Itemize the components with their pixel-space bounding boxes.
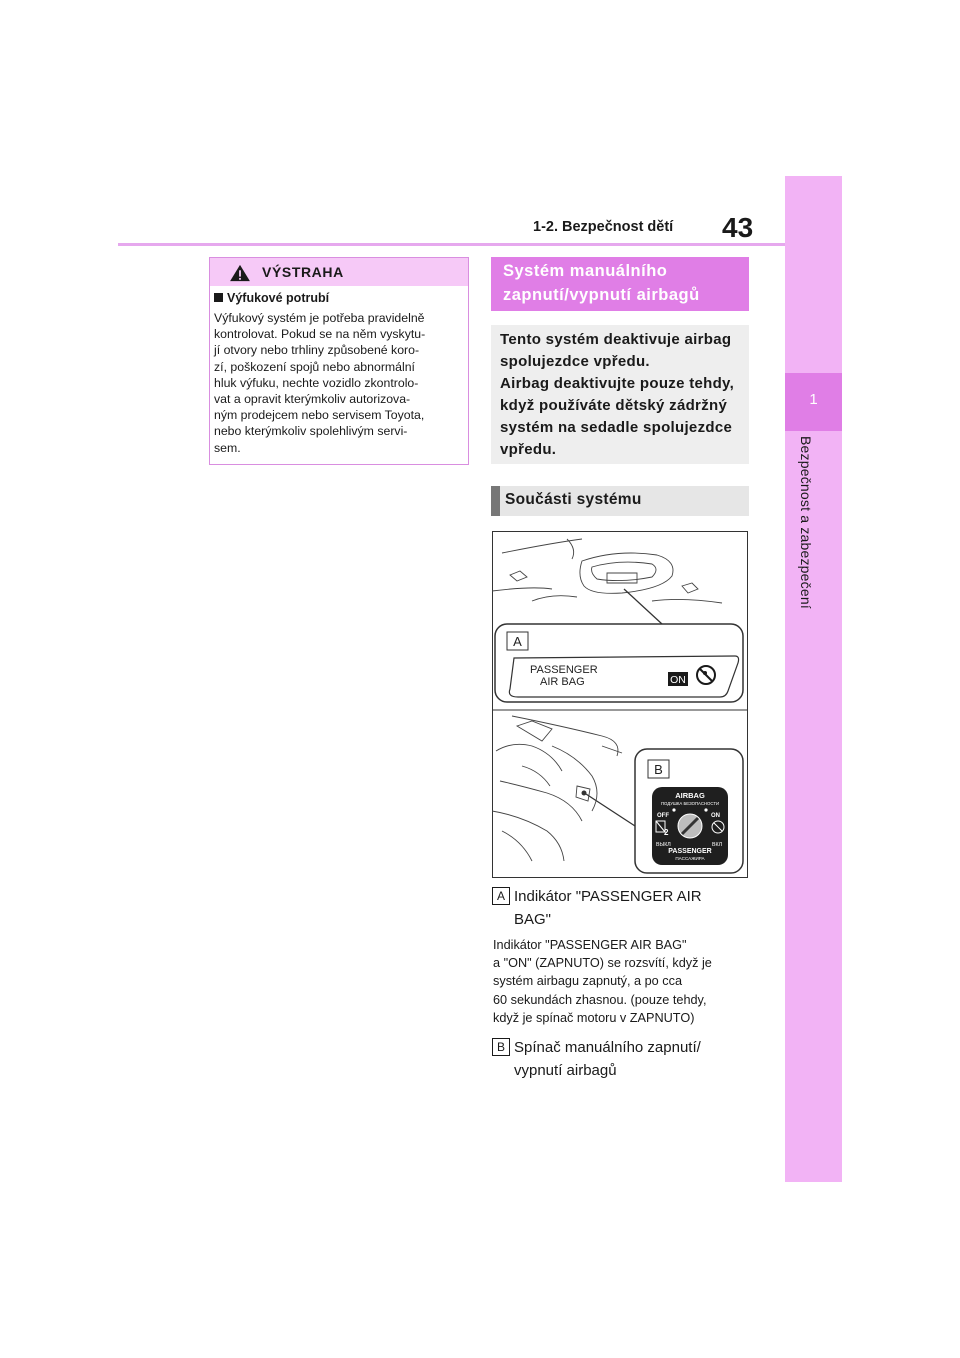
warning-line: ným prodejcem nebo servisem Toyota,: [214, 408, 425, 423]
item-a-desc-line: 60 sekundách zhasnou. (pouze tehdy,: [493, 992, 707, 1007]
indicator-on-lamp: ON: [670, 674, 686, 686]
item-a-label-line: Indikátor "PASSENGER AIR: [514, 888, 702, 905]
switch-label-on-ru: ВКЛ: [712, 842, 723, 848]
chapter-side-tab: [785, 176, 842, 1182]
callout-b-letter: B: [654, 762, 663, 777]
callout-b: B: [492, 1038, 510, 1056]
intro-line: Tento systém deaktivuje airbag: [500, 331, 732, 348]
intro-line: když používáte dětský zádržný: [500, 397, 728, 414]
warning-box: [209, 257, 469, 465]
switch-label-on: ON: [711, 813, 720, 819]
system-heading: [491, 257, 749, 311]
switch-label-off-ru: ВЫКЛ: [656, 842, 671, 848]
warning-subtitle: [214, 291, 329, 305]
warning-triangle-icon: [228, 264, 252, 282]
switch-label-off: OFF: [657, 813, 669, 819]
warning-title: VÝSTRAHA: [262, 264, 344, 280]
callout-a: A: [492, 887, 510, 905]
page-number: 43: [722, 212, 754, 243]
callout-a-letter: A: [513, 634, 522, 649]
item-b-label-line: vypnutí airbagů: [514, 1062, 617, 1079]
warning-header: [210, 258, 468, 286]
section-title: 1-2. Bezpečnost dětí: [533, 219, 674, 235]
indicator-text-airbag: AIR BAG: [540, 676, 585, 688]
switch-label-airbag: AIRBAG: [675, 791, 705, 800]
intro-line: Airbag deaktivujte pouze tehdy,: [500, 375, 735, 392]
chapter-title: Bezpečnost a zabezpečení: [798, 436, 814, 609]
warning-text: [214, 310, 464, 456]
intro-box: [491, 325, 749, 464]
item-a-desc-line: když je spínač motoru v ZAPNUTO): [493, 1010, 695, 1025]
components-heading-text: Součásti systému: [505, 491, 642, 508]
warning-line: Výfukový systém je potřeba pravidelně: [214, 311, 425, 325]
item-a-description: [493, 936, 712, 1027]
warning-line: sem.: [214, 440, 241, 455]
item-b-label-line: Spínač manuálního zapnutí/: [514, 1039, 701, 1056]
passenger-airbag-off-icon: [697, 666, 715, 684]
airbag-system-figure: [492, 531, 748, 878]
chapter-number: 1: [809, 391, 818, 408]
item-a-desc-line: a "ON" (ZAPNUTO) se rozsvítí, když je: [493, 956, 712, 971]
intro-line: systém na sedadle spolujezdce: [500, 419, 733, 436]
square-bullet-icon: [214, 293, 223, 302]
warning-subtitle-text: Výfukové potrubí: [227, 291, 330, 305]
switch-label-passenger: PASSENGER: [668, 848, 712, 855]
warning-line: kontrolovat. Pokud se na něm vyskytu-: [214, 327, 426, 342]
header-rule: [118, 243, 785, 246]
warning-line: vat a opravit kterýmkoliv autorizova-: [214, 392, 411, 407]
switch-label-airbag-ru: ПОДУШКА БЕЗОПАСНОСТИ: [660, 801, 720, 806]
item-a-desc-line: Indikátor "PASSENGER AIR BAG": [493, 938, 687, 952]
system-heading-line: Systém manuálního: [503, 262, 668, 280]
warning-line: zí, poškození spojů nebo abnormální: [214, 359, 415, 374]
switch-label-passenger-ru: ПАССАЖИРА: [675, 856, 705, 861]
indicator-text-passenger: PASSENGER: [530, 664, 598, 676]
system-heading-line: zapnutí/vypnutí airbagů: [503, 286, 700, 304]
warning-line: hluk výfuku, nechte vozidlo zkontrolo-: [214, 375, 419, 390]
item-a-desc-line: systém airbagu zapnutý, a po cca: [493, 974, 683, 989]
child-seat-number: 2: [664, 828, 669, 837]
warning-line: nebo kterýmkoliv spolehlivým servi-: [214, 424, 408, 439]
item-a-label-line: BAG": [514, 911, 552, 928]
components-heading: [491, 486, 749, 516]
warning-line: jí otvory nebo trhliny způsobené koro-: [214, 343, 420, 358]
intro-line: vpředu.: [500, 441, 557, 458]
intro-line: spolujezdce vpředu.: [500, 353, 650, 370]
heading-bar: [491, 486, 500, 516]
